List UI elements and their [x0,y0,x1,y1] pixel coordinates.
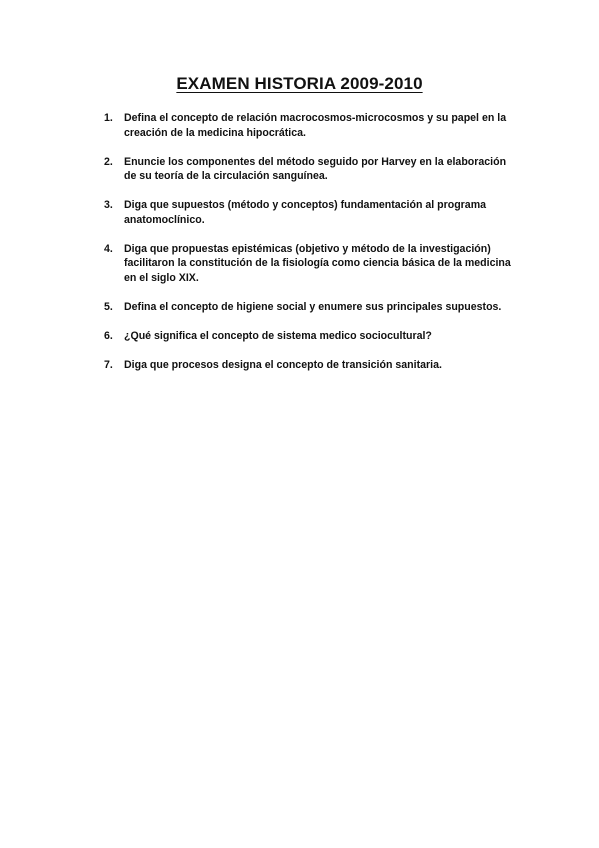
document-title: EXAMEN HISTORIA 2009-2010 [176,74,423,93]
question-item [104,329,514,344]
question-number: 2. [104,155,113,168]
question-text: Defina el concepto de higiene social y enumere sus principales supuestos. [124,300,502,313]
question-item [104,155,514,184]
question-item [104,358,514,373]
question-item [104,111,514,140]
question-text: Diga que propuestas epistémicas (objetivo y método de la investigación) facilitaron la constitución de la fisiología como ciencia básica de la medicina en el siglo XIX. [124,242,511,284]
question-number: 3. [104,199,113,212]
question-list [104,111,514,387]
question-text: Defina el concepto de relación macrocosmos-microcosmos y su papel en la creación de la medicina hipocrática. [124,112,507,139]
question-text: Diga que procesos designa el concepto de transición sanitaria. [124,358,442,371]
question-item [104,300,514,315]
question-number: 7. [104,358,113,371]
question-item [104,198,514,227]
question-number: 1. [104,112,113,124]
question-text: Diga que supuestos (método y conceptos) fundamentación al programa anatomoclínico. [124,199,487,226]
question-number: 6. [104,329,113,342]
question-text: Enuncie los componentes del método seguido por Harvey en la elaboración de su teoría de la circulación sanguínea. [124,155,507,183]
question-number: 5. [104,300,113,313]
question-number: 4. [104,242,113,255]
question-item [104,242,514,286]
question-text: ¿Qué significa el concepto de sistema medico sociocultural? [124,329,432,342]
